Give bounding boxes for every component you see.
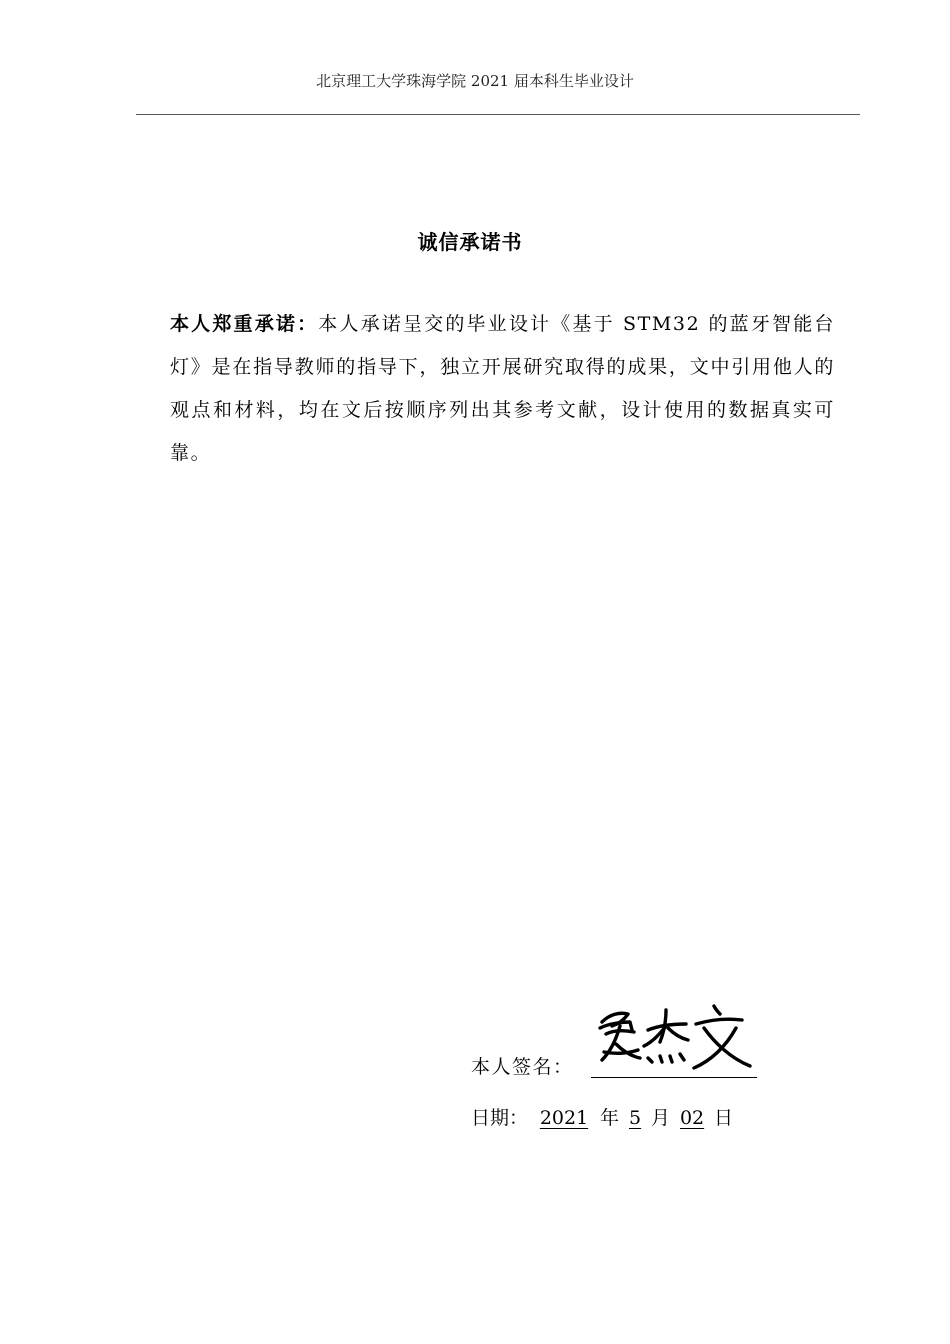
date-year-unit: 年 xyxy=(600,1107,620,1129)
date-day-unit: 日 xyxy=(714,1107,734,1129)
date-label: 日期： xyxy=(471,1107,529,1129)
date-month: 5 xyxy=(628,1107,642,1129)
document-title: 诚信承诺书 xyxy=(417,230,523,254)
pledge-lead: 本人郑重承诺： xyxy=(170,313,319,335)
date-row xyxy=(471,1103,733,1130)
pledge-paragraph xyxy=(170,303,835,475)
header-divider xyxy=(136,114,860,115)
pledge-text: 本人承诺呈交的毕业设计《基于 STM32 的蓝牙智能台灯》是在指导教师的指导下，独立开展研究取得的成果，文中引用他人的观点和材料，均在文后按顺序列出其参考文献，设计使用的数据真实可靠。 xyxy=(170,313,835,464)
handwritten-signature xyxy=(596,1002,756,1074)
running-header: 北京理工大学珠海学院 2021 届本科生毕业设计 xyxy=(316,72,634,90)
date-day: 02 xyxy=(679,1107,705,1129)
date-month-unit: 月 xyxy=(651,1107,671,1129)
signature-label: 本人签名： xyxy=(471,1056,574,1078)
date-year: 2021 xyxy=(539,1107,589,1129)
signature-line xyxy=(591,1077,757,1078)
